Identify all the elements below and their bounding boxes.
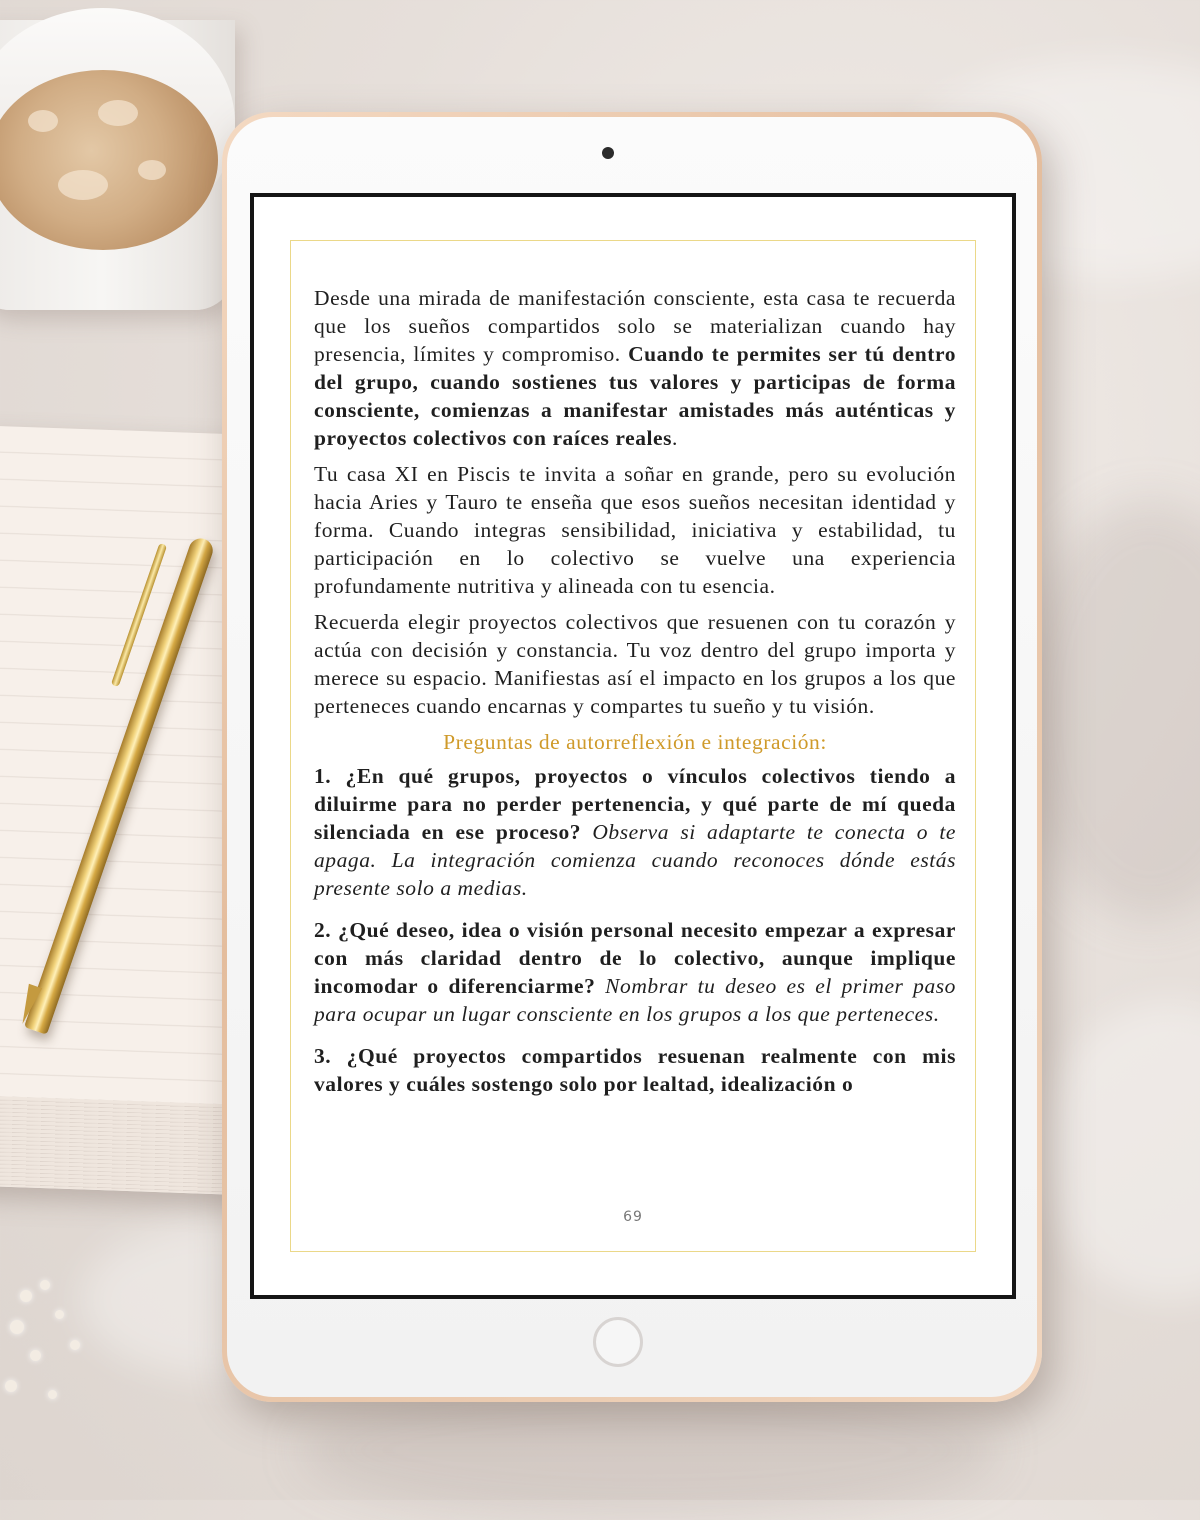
- paragraph-2: Tu casa XI en Piscis te invita a soñar en grande, pero su evolución hacia Aries y Tauro te enseña que esos sueños necesitan identidad y forma. Cuando integras sensibilidad, iniciativa y estabilidad, tu participación en lo colectivo se vuelve una experiencia profundamente nutritiva y alineada con tu esencia.: [314, 462, 956, 598]
- page-number: 69: [623, 1209, 643, 1225]
- page-content: [314, 284, 956, 1106]
- front-camera: [602, 147, 614, 159]
- section-heading: Preguntas de autorreflexión e integración:: [443, 730, 827, 754]
- blanket-fold: [1040, 1000, 1200, 1300]
- paragraph-1: Desde una mirada de manifestación consciente, esta casa te recuerda que los sueños compartidos solo se materializan cuando hay presencia, límites y compromiso. Cuando te permites ser tú dentro del grupo, cuando sostienes tus valores y participas de forma consciente, comienzas a manifestar amistades más auténticas y proyectos colectivos con raíces reales.: [314, 286, 956, 450]
- home-button[interactable]: [593, 1317, 643, 1367]
- paragraph-3: Recuerda elegir proyectos colectivos que resuenen con tu corazón y actúa con decisión y constancia. Tu voz dentro del grupo importa y merece su espacio. Manifiestas así el impacto en los grupos a los que perteneces cuando encarnas y compartes tu sueño y tu visión.: [314, 610, 956, 718]
- question-1: 1. ¿En qué grupos, proyectos o vínculos colectivos tiendo a diluirme para no perder pertenencia, y qué parte de mí queda silenciada en ese proceso? Observa si adaptarte te conecta o te apaga. La integración comienza cuando reconoces dónde estás presente solo a medias.: [314, 764, 956, 900]
- notebook-page-edge: [0, 1095, 251, 1195]
- dried-flowers: [0, 1270, 190, 1500]
- blanket-shadow: [1020, 500, 1200, 920]
- question-3: 3. ¿Qué proyectos compartidos resuenan realmente con mis valores y cuáles sostengo solo por lealtad, idealización o: [314, 1044, 956, 1096]
- question-2: 2. ¿Qué deseo, idea o visión personal necesito empezar a expresar con más claridad dentro de lo colectivo, aunque implique incomodar o diferenciarme? Nombrar tu deseo es el primer paso para ocupar un lugar consciente en los grupos a los que perteneces.: [314, 918, 956, 1026]
